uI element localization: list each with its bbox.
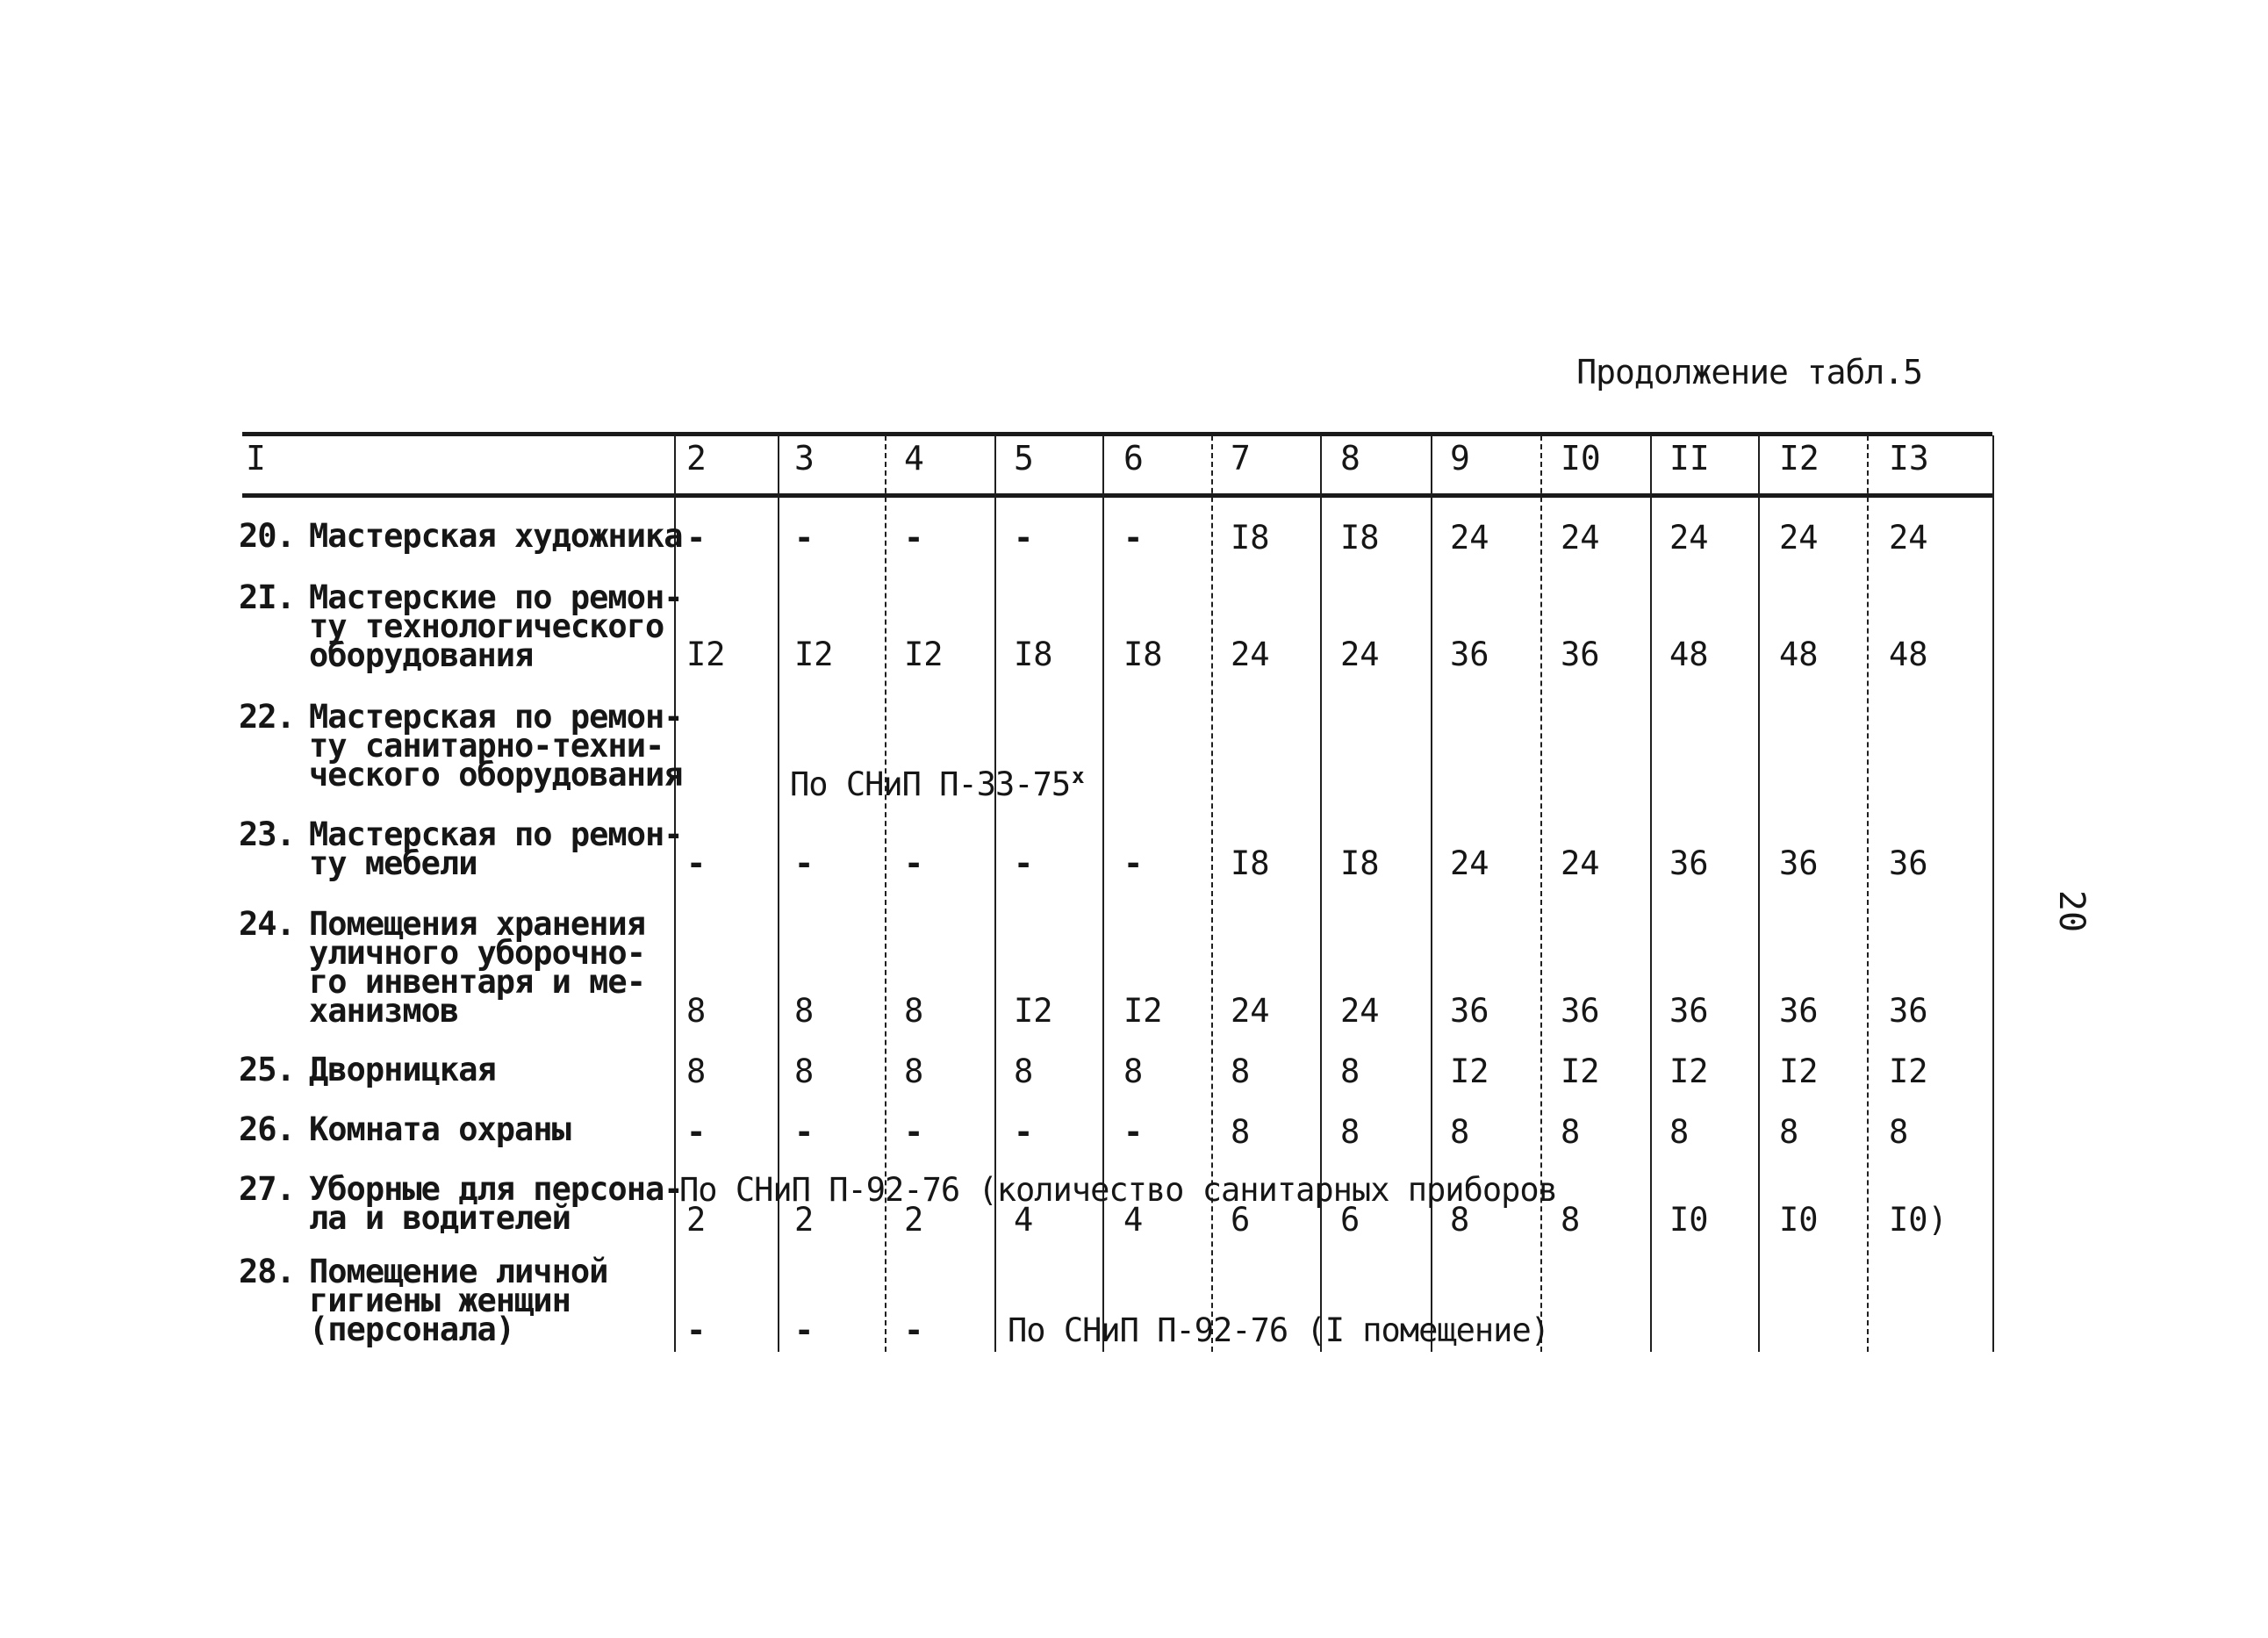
table-cell: -: [904, 519, 924, 557]
row-label-continuation: (персонала): [309, 1311, 515, 1348]
table-cell: I0: [1669, 1201, 1709, 1239]
table-cell: -: [1123, 1113, 1144, 1151]
page-number: 20: [2051, 889, 2092, 933]
table-cell: 8: [1450, 1113, 1470, 1151]
table-cell: 24: [1450, 844, 1489, 882]
table-cell: 24: [1340, 636, 1380, 673]
table-cell: 8: [686, 992, 707, 1030]
row-label-continuation: ла и водителей: [309, 1199, 571, 1237]
table-header-rule: [242, 493, 1992, 498]
table-cell: -: [1014, 519, 1034, 557]
row-span-note: По СНиП П-92-76 (I помещение): [1008, 1311, 1550, 1349]
row-label: [239, 578, 683, 674]
table-cell: I2: [904, 636, 944, 673]
row-number: 22.: [239, 698, 295, 736]
row-label-first-line: 26. Комната охраны: [239, 1110, 571, 1148]
column-divider: [1431, 435, 1432, 1352]
row-label: [239, 815, 683, 882]
table-cell: 36: [1450, 992, 1489, 1030]
table-cell: 24: [1561, 519, 1600, 557]
table-cell: 24: [1779, 519, 1819, 557]
table-cell: 2: [686, 1201, 707, 1239]
table-cell: 4: [1014, 1201, 1034, 1239]
column-header: 6: [1123, 439, 1144, 478]
table-cell: 8: [1779, 1113, 1799, 1151]
row-number: 20.: [239, 517, 295, 555]
table-cell: -: [794, 844, 815, 882]
table-cell: 48: [1889, 636, 1928, 673]
column-divider: [1867, 435, 1869, 1352]
row-label-continuation: гигиены женщин: [309, 1282, 571, 1319]
row-label: [239, 1110, 571, 1148]
column-header: I2: [1779, 439, 1819, 478]
table-cell: 8: [1340, 1052, 1360, 1090]
table-cell: 24: [1889, 519, 1928, 557]
column-divider: [1540, 435, 1542, 1352]
column-header: 5: [1014, 439, 1034, 478]
table-cell: -: [904, 1113, 924, 1151]
table-cell: I2: [686, 636, 726, 673]
table-cell: I2: [1014, 992, 1053, 1030]
table-cell: -: [686, 1311, 707, 1349]
table-cell: I2: [1123, 992, 1163, 1030]
column-divider: [1992, 435, 1994, 1352]
row-number: 2I.: [239, 578, 295, 616]
row-label: [239, 517, 683, 555]
column-header: 3: [794, 439, 815, 478]
table-cell: 8: [1340, 1113, 1360, 1151]
column-header: 4: [904, 439, 924, 478]
table-cell: I2: [1779, 1052, 1819, 1090]
table-cell: I8: [1231, 844, 1270, 882]
table-cell: 8: [904, 992, 924, 1030]
row-label-continuation: го инвентаря и ме-: [309, 963, 645, 1001]
table-cell: 8: [904, 1052, 924, 1090]
table-cell: 8: [1450, 1201, 1470, 1239]
table-cell: 8: [794, 992, 815, 1030]
row-label-first-line: 28. Помещение личной: [239, 1253, 608, 1290]
row-span-note: По СНиП П-92-76 (количество санитарных приборов: [679, 1171, 1557, 1209]
table-cell: 8: [1014, 1052, 1034, 1090]
footnote-mark: х: [1072, 764, 1084, 788]
column-header: II: [1669, 439, 1710, 478]
table-cell: 8: [794, 1052, 815, 1090]
row-label-first-line: 23. Мастерская по ремон-: [239, 815, 683, 853]
table-cell: 24: [1561, 844, 1600, 882]
table-cell: 24: [1669, 519, 1709, 557]
row-label: [239, 1253, 608, 1348]
table-cell: -: [794, 1113, 815, 1151]
column-divider: [1758, 435, 1760, 1352]
column-divider: [778, 435, 779, 1352]
row-label-first-line: 24. Помещения хранения: [239, 905, 645, 943]
row-label: [239, 698, 683, 794]
table-cell: -: [794, 519, 815, 557]
row-label: [239, 1170, 683, 1237]
table-cell: I8: [1231, 519, 1270, 557]
table-cell: I8: [1340, 519, 1380, 557]
table-cell: I2: [1450, 1052, 1489, 1090]
table-cell: -: [794, 1311, 815, 1349]
table-cell: I2: [1669, 1052, 1709, 1090]
table-cell: 36: [1669, 844, 1709, 882]
table-cell: -: [904, 1311, 924, 1349]
row-number: 25.: [239, 1051, 295, 1088]
table-cell: 36: [1450, 636, 1489, 673]
table-cell: 36: [1889, 844, 1928, 882]
table-cell: 36: [1889, 992, 1928, 1030]
table-cell: 2: [904, 1201, 924, 1239]
table-cell: 8: [1889, 1113, 1909, 1151]
column-header: 9: [1450, 439, 1470, 478]
table-cell: 4: [1123, 1201, 1144, 1239]
column-header: 7: [1231, 439, 1251, 478]
table-cell: 8: [1231, 1052, 1251, 1090]
table-cell: I0): [1889, 1201, 1948, 1239]
table-cell: I8: [1340, 844, 1380, 882]
table-cell: I2: [794, 636, 834, 673]
row-label-continuation: ту технологического: [309, 607, 664, 645]
table-cell: 8: [1669, 1113, 1690, 1151]
row-label-first-line: 25. Дворницкая: [239, 1051, 496, 1088]
column-header: 2: [686, 439, 707, 478]
column-divider: [994, 435, 996, 1352]
table-cell: 2: [794, 1201, 815, 1239]
column-header: I3: [1889, 439, 1929, 478]
table-cell: 8: [686, 1052, 707, 1090]
row-label-first-line: 20. Мастерская художника: [239, 517, 683, 555]
table-cell: I8: [1014, 636, 1053, 673]
table-cell: -: [1123, 844, 1144, 882]
table-cell: 36: [1779, 844, 1819, 882]
table-cell: 24: [1231, 636, 1270, 673]
row-label-continuation: оборудования: [309, 636, 534, 674]
row-number: 27.: [239, 1170, 295, 1208]
table-cell: 8: [1231, 1113, 1251, 1151]
table-cell: -: [904, 844, 924, 882]
table-cell: 36: [1561, 636, 1600, 673]
table-cell: 36: [1779, 992, 1819, 1030]
table-top-rule: [242, 432, 1992, 436]
table-caption: Продолжение табл.5: [1576, 353, 1922, 392]
table-cell: 6: [1340, 1201, 1360, 1239]
table-cell: I2: [1561, 1052, 1600, 1090]
column-divider: [1211, 435, 1213, 1352]
row-label-continuation: ту санитарно-техни-: [309, 727, 664, 765]
table-cell: I0: [1779, 1201, 1819, 1239]
row-label: [239, 1051, 496, 1088]
row-number: 23.: [239, 815, 295, 853]
row-label-continuation: ханизмов: [309, 992, 459, 1030]
row-label: [239, 905, 645, 1030]
table-cell: -: [1123, 519, 1144, 557]
table-cell: I8: [1123, 636, 1163, 673]
row-number: 26.: [239, 1110, 295, 1148]
column-header: I: [246, 439, 266, 478]
row-number: 24.: [239, 905, 295, 943]
row-label-first-line: 27. Уборные для персона-: [239, 1170, 683, 1208]
column-divider: [1102, 435, 1104, 1352]
table-cell: 48: [1779, 636, 1819, 673]
table-cell: I2: [1889, 1052, 1928, 1090]
table-cell: 8: [1561, 1113, 1581, 1151]
table-cell: 6: [1231, 1201, 1251, 1239]
table-cell: 48: [1669, 636, 1709, 673]
table-cell: 8: [1123, 1052, 1144, 1090]
table-cell: 24: [1450, 519, 1489, 557]
column-divider: [1650, 435, 1652, 1352]
row-label-first-line: 2I. Мастерские по ремон-: [239, 578, 683, 616]
table-cell: -: [686, 844, 707, 882]
row-label-continuation: ческого оборудования: [309, 756, 683, 794]
column-divider: [1320, 435, 1322, 1352]
row-label-continuation: ту мебели: [309, 844, 477, 882]
table-cell: -: [1014, 844, 1034, 882]
table-cell: 24: [1231, 992, 1270, 1030]
table-cell: 24: [1340, 992, 1380, 1030]
row-span-note: По СНиП $П-33-75^х$: [790, 764, 1084, 803]
table-cell: -: [686, 519, 707, 557]
row-label-continuation: уличного уборочно-: [309, 934, 645, 972]
column-divider: [885, 435, 886, 1352]
row-label-first-line: 22. Мастерская по ремон-: [239, 698, 683, 736]
table-cell: -: [1014, 1113, 1034, 1151]
table-cell: 8: [1561, 1201, 1581, 1239]
table-cell: 36: [1669, 992, 1709, 1030]
column-header: I0: [1561, 439, 1601, 478]
table-cell: 36: [1561, 992, 1600, 1030]
column-header: 8: [1340, 439, 1360, 478]
row-number: 28.: [239, 1253, 295, 1290]
table-cell: -: [686, 1113, 707, 1151]
